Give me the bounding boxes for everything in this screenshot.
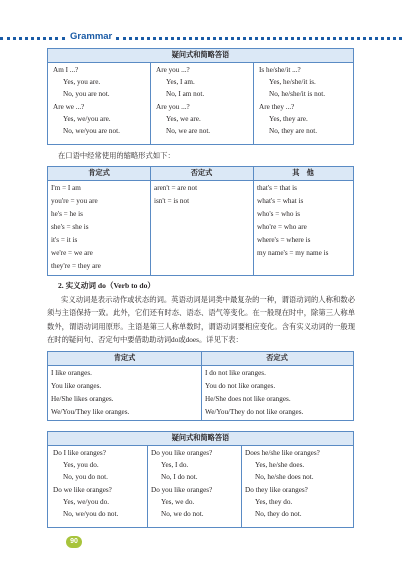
table-cell: Yes, we do. [161,497,195,506]
contraction-note: 在口语中经常使用的缩略形式如下： [58,151,175,160]
table-cell: He/She does not like oranges. [205,395,291,403]
table-cell: I like oranges. [51,369,92,377]
table-cell: who're = who are [257,223,307,231]
table-cell: aren't = are not [154,184,198,192]
table-column [151,447,212,520]
table-cell: Are you ...? [156,102,190,111]
table-cell: Do we like oranges? [53,485,112,494]
header-other: 其 他 [292,169,314,177]
table-cell: Yes, we/you do. [63,497,109,506]
table-cell: No, you do not. [63,473,108,482]
table-cell: Yes, he/she/it is. [269,78,316,87]
table-cell: He/She likes oranges. [51,395,114,403]
page-number: 90 [66,536,82,548]
table-cell: No, he/she does not. [255,473,314,482]
header-dots-left [0,37,65,40]
table-cell: We/You/They do not like oranges. [205,408,304,416]
table-cell: Yes, they do. [255,497,293,506]
column-divider [253,167,254,275]
column-divider [241,446,242,527]
table-column [205,367,303,419]
table-cell: No, he/she/it is not. [269,90,326,99]
table-cell: it's = it is [51,236,78,244]
table-cell: We/You/They like oranges. [51,408,130,416]
table-cell: I'm = I am [51,184,81,192]
table-cell: Yes, they are. [269,114,308,123]
table-cell: where's = where is [257,236,311,244]
table-cell: my name's = my name is [257,249,329,257]
table-cell: isn't = is not [154,197,190,205]
table-cell: Are they ...? [259,102,295,111]
header-positive: 肯定式 [113,354,136,362]
table-cell: Yes, I am. [166,78,195,87]
table-cell: I do not like oranges. [205,369,266,377]
contraction-table [47,166,354,276]
table-cell: No, we/you do not. [63,509,119,518]
table-cell: he's = he is [51,210,83,218]
column-divider [150,167,151,275]
header-negative: 否定式 [190,169,213,177]
table-cell: You do not like oranges. [205,382,276,390]
header-dots-right [116,37,402,40]
table-cell: Yes, we are. [166,114,201,123]
header-positive: 肯定式 [88,169,110,177]
table-column [53,64,120,137]
table-column [51,367,129,419]
body-paragraph: 实义动词是表示动作或状态的词。英语动词是词类中最复杂的一种，谓语动词的人称和数必须与主语保持一致。此外，它们还有时态、语态、语气等变化。在一般现在时中，除第三人称单数外，谓语动词用原形。主语是第三人称单数时，谓语动词要相应变化。含有实义动词的一般现在时的疑问句、否定句中要借助助动词do或does。详见下表： [47,295,355,344]
table-cell: Yes, I do. [161,461,189,470]
question-answer-table-be [47,48,354,145]
column-divider [147,446,148,527]
table-cell: that's = that is [257,184,297,192]
table-cell: Yes, you are. [63,78,101,87]
column-divider [201,352,202,420]
table-cell: we're = we are [51,249,93,257]
table-cell: Does he/she like oranges? [245,449,320,457]
table-cell: Yes, we/you are. [63,114,111,123]
table-cell: Are we ...? [53,102,85,111]
table-cell: No, we are not. [166,126,211,135]
table-cell: Do they like oranges? [245,485,308,494]
table-cell: Do you like oranges? [151,449,213,457]
table-title: 疑问式和简略答语 [48,432,353,446]
table-cell: You like oranges. [51,382,102,390]
table-column [259,64,325,137]
table-column [154,182,197,208]
section-heading: 2. 实义动词 do（Verb to do） [58,281,155,290]
table-cell: she's = she is [51,223,89,231]
table-cell: No, I am not. [166,90,205,99]
table-title: 疑问式和简略答语 [48,49,353,63]
table-column [257,182,328,260]
header-negative: 否定式 [266,354,288,362]
header-title: Grammar [70,31,113,42]
table-cell: No, I do not. [161,473,198,482]
table-cell: No, we do not. [161,509,204,518]
table-cell: Do you like oranges? [151,485,213,494]
table-cell: No, they do not. [255,509,302,518]
table-cell: No, you are not. [63,90,110,99]
affirmative-negative-table [47,351,354,421]
question-answer-table-do [47,431,354,528]
table-cell: No, they are not. [269,126,318,135]
table-cell: No, we/you are not. [63,126,120,135]
table-cell: what's = what is [257,197,304,205]
table-cell: Are you ...? [156,66,190,74]
table-cell: Do I like oranges? [53,449,106,457]
column-divider [253,63,254,144]
table-column [51,182,101,273]
table-cell: who's = who is [257,210,301,218]
table-cell: Am I ...? [53,66,79,74]
table-cell: Yes, you do. [63,461,99,470]
column-divider [150,63,151,144]
table-cell: you're = you are [51,197,98,205]
table-column [245,447,320,520]
table-cell: they're = they are [51,262,101,270]
table-cell: Is he/she/it ...? [259,66,301,74]
table-header-row [48,167,353,181]
table-cell: Yes, he/she does. [255,461,305,470]
table-column [53,447,118,520]
table-column [156,64,210,137]
